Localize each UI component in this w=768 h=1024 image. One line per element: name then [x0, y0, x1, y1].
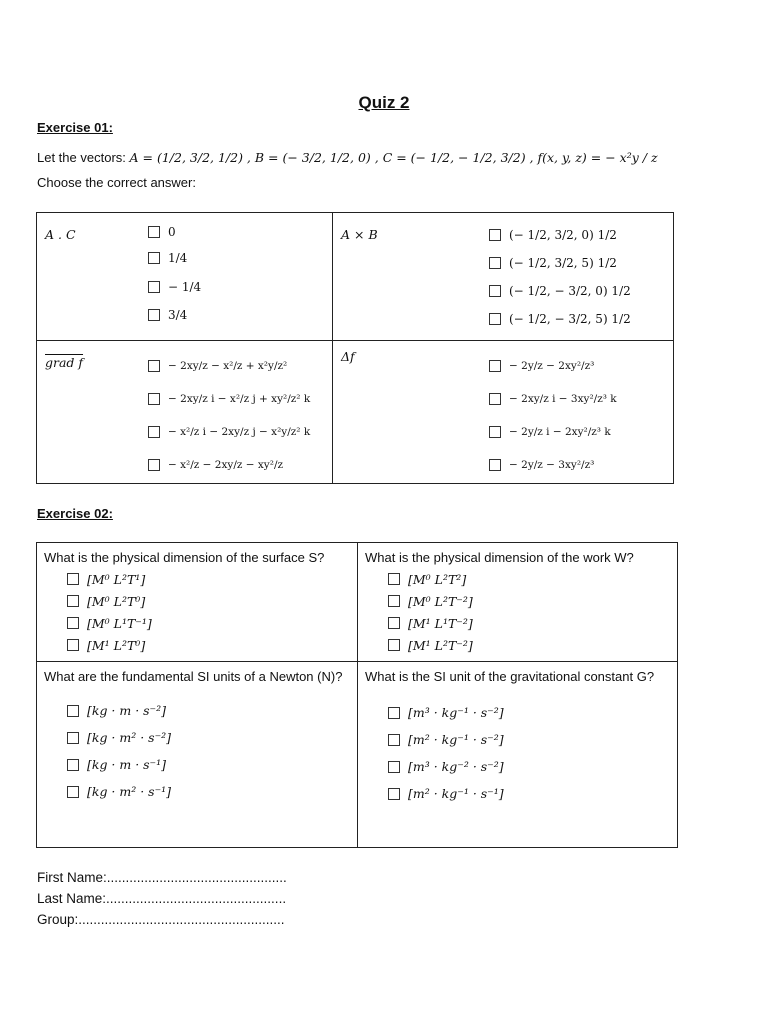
ex2-q2-question: What is the physical dimension of the work W?: [365, 550, 634, 565]
ex1-cell-q3: [37, 341, 333, 484]
exercise-2-table: [36, 542, 678, 848]
checkbox-icon[interactable]: [388, 573, 400, 585]
checkbox-icon[interactable]: [489, 313, 501, 325]
checkbox-icon[interactable]: [148, 393, 160, 405]
page-title: Quiz 2: [358, 93, 410, 112]
option[interactable]: [M¹ L²T⁰]: [67, 634, 357, 656]
option[interactable]: − 2y/z i − 2xy²/z³ k: [489, 415, 617, 448]
ex1-q4-label: Δf: [341, 349, 355, 364]
checkbox-icon[interactable]: [388, 761, 400, 773]
checkbox-icon[interactable]: [489, 257, 501, 269]
exercise-1-table: [36, 212, 674, 484]
option[interactable]: [m³ · kg⁻² · s⁻²]: [388, 753, 677, 780]
checkbox-icon[interactable]: [67, 732, 79, 744]
option[interactable]: (− 1/2, 3/2, 5) 1/2: [489, 249, 631, 277]
ex1-q2-options: [489, 213, 631, 333]
checkbox-icon[interactable]: [489, 393, 501, 405]
ex1-q3-options: [148, 341, 310, 481]
option[interactable]: − 2xy/z i − x²/z j + xy²/z² k: [148, 382, 310, 415]
checkbox-icon[interactable]: [489, 426, 501, 438]
checkbox-icon[interactable]: [67, 617, 79, 629]
checkbox-icon[interactable]: [489, 459, 501, 471]
checkbox-icon[interactable]: [148, 459, 160, 471]
ex1-q4-options: [489, 341, 617, 481]
option[interactable]: 1/4: [148, 243, 201, 273]
instruction: Choose the correct answer:: [37, 175, 196, 190]
option[interactable]: − 2xy/z − x²/z + x²y/z²: [148, 349, 310, 382]
exercise-1-heading: Exercise 01:: [37, 120, 113, 135]
ex1-q1-options: [148, 213, 201, 329]
option[interactable]: [kg · m² · s⁻²]: [67, 724, 357, 751]
ex1-cell-q1: [37, 213, 333, 341]
option[interactable]: [kg · m · s⁻²]: [67, 697, 357, 724]
checkbox-icon[interactable]: [489, 229, 501, 241]
vectors-intro: Let the vectors:: [37, 150, 126, 165]
ex2-q2-options: [358, 568, 677, 656]
checkbox-icon[interactable]: [148, 281, 160, 293]
option[interactable]: [M⁰ L²T⁰]: [67, 590, 357, 612]
option[interactable]: [kg · m · s⁻¹]: [67, 751, 357, 778]
ex1-q1-label: A . C: [45, 227, 76, 242]
option[interactable]: − x²/z i − 2xy/z j − x²y/z² k: [148, 415, 310, 448]
vectors-line: [37, 150, 658, 165]
checkbox-icon[interactable]: [67, 595, 79, 607]
ex2-q3-options: [37, 697, 357, 805]
checkbox-icon[interactable]: [67, 759, 79, 771]
ex2-q4-question: What is the SI unit of the gravitational constant G?: [365, 669, 655, 684]
ex2-q1-question: What is the physical dimension of the surface S?: [44, 550, 325, 565]
option[interactable]: [kg · m² · s⁻¹]: [67, 778, 357, 805]
checkbox-icon[interactable]: [67, 705, 79, 717]
checkbox-icon[interactable]: [388, 639, 400, 651]
option[interactable]: [M¹ L¹T⁻²]: [388, 612, 677, 634]
checkbox-icon[interactable]: [148, 360, 160, 372]
checkbox-icon[interactable]: [148, 426, 160, 438]
checkbox-icon[interactable]: [148, 252, 160, 264]
checkbox-icon[interactable]: [148, 309, 160, 321]
exercise-2-heading: Exercise 02:: [37, 506, 113, 521]
option[interactable]: [m³ · kg⁻¹ · s⁻²]: [388, 699, 677, 726]
option[interactable]: (− 1/2, − 3/2, 0) 1/2: [489, 277, 631, 305]
ex1-q2-label: A × B: [341, 227, 378, 242]
ex2-cell-q2: [358, 543, 678, 662]
ex1-q3-label: grad f: [45, 355, 84, 370]
option[interactable]: [M⁰ L²T⁻²]: [388, 590, 677, 612]
checkbox-icon[interactable]: [388, 734, 400, 746]
checkbox-icon[interactable]: [148, 226, 160, 238]
option[interactable]: [M¹ L²T⁻²]: [388, 634, 677, 656]
ex2-cell-q1: [37, 543, 358, 662]
option[interactable]: 3/4: [148, 301, 201, 329]
student-info: [37, 867, 287, 930]
ex2-q4-options: [358, 699, 677, 807]
option[interactable]: − 1/4: [148, 273, 201, 301]
ex2-cell-q4: [358, 662, 678, 848]
checkbox-icon[interactable]: [489, 285, 501, 297]
ex2-cell-q3: [37, 662, 358, 848]
option[interactable]: [m² · kg⁻¹ · s⁻¹]: [388, 780, 677, 807]
option[interactable]: [m² · kg⁻¹ · s⁻²]: [388, 726, 677, 753]
last-name-field[interactable]: Last Name:................................................: [37, 891, 287, 906]
vectors-definition: A = (1/2, 3/2, 1/2) , B = (− 3/2, 1/2, 0) , C = (− 1/2, − 1/2, 3/2) , f(x, y, z) = − x²y / z: [129, 150, 658, 165]
checkbox-icon[interactable]: [67, 573, 79, 585]
checkbox-icon[interactable]: [489, 360, 501, 372]
checkbox-icon[interactable]: [67, 639, 79, 651]
ex2-q3-question: What are the fundamental SI units of a Newton (N)?: [44, 669, 343, 684]
option[interactable]: [M⁰ L²T¹]: [67, 568, 357, 590]
option[interactable]: (− 1/2, 3/2, 0) 1/2: [489, 221, 631, 249]
option[interactable]: (− 1/2, − 3/2, 5) 1/2: [489, 305, 631, 333]
ex2-q1-options: [37, 568, 357, 656]
option[interactable]: [M⁰ L¹T⁻¹]: [67, 612, 357, 634]
checkbox-icon[interactable]: [67, 786, 79, 798]
option[interactable]: − 2y/z − 3xy²/z³: [489, 448, 617, 481]
option[interactable]: − 2y/z − 2xy²/z³: [489, 349, 617, 382]
option[interactable]: − 2xy/z i − 3xy²/z³ k: [489, 382, 617, 415]
checkbox-icon[interactable]: [388, 707, 400, 719]
first-name-field[interactable]: First Name:................................................: [37, 870, 287, 885]
ex1-cell-q2: [333, 213, 674, 341]
checkbox-icon[interactable]: [388, 595, 400, 607]
group-field[interactable]: Group:.......................................................: [37, 912, 285, 927]
option[interactable]: [M⁰ L²T²]: [388, 568, 677, 590]
option[interactable]: 0: [148, 221, 201, 243]
checkbox-icon[interactable]: [388, 788, 400, 800]
option[interactable]: − x²/z − 2xy/z − xy²/z: [148, 448, 310, 481]
checkbox-icon[interactable]: [388, 617, 400, 629]
ex1-cell-q4: [333, 341, 674, 484]
